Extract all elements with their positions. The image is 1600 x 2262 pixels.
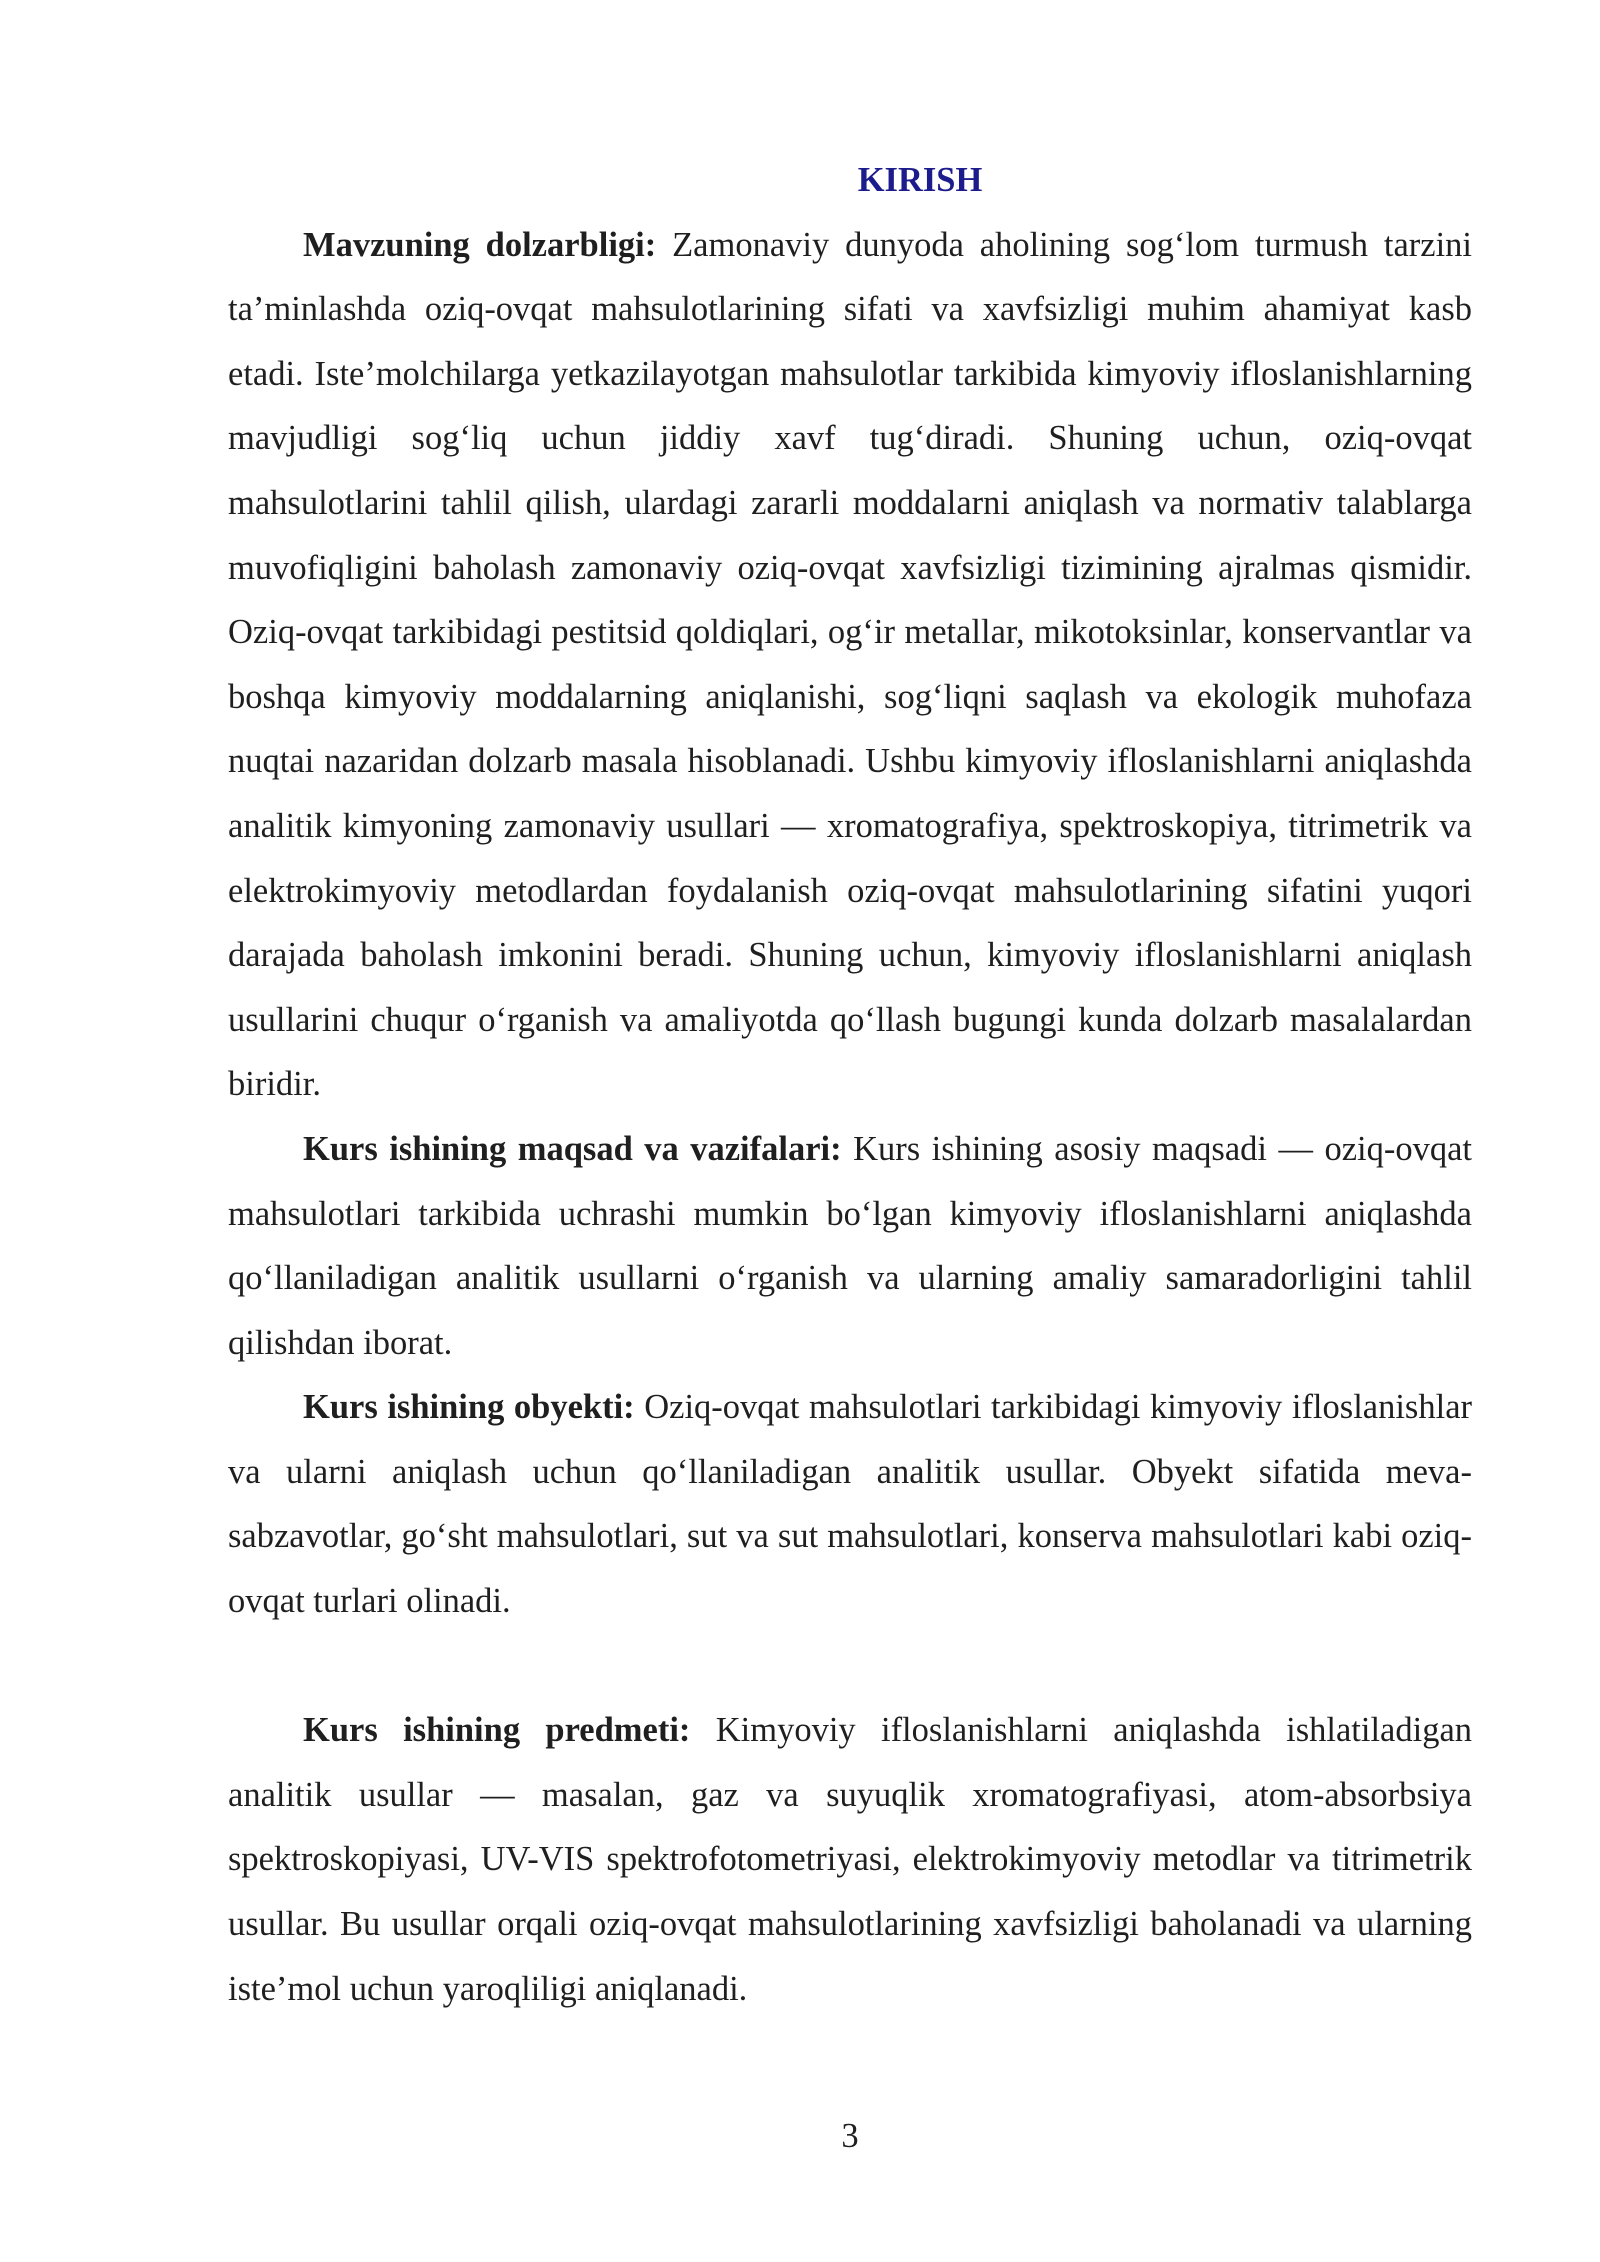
paragraph-spacer (228, 1634, 1472, 1699)
paragraph-label: Kurs ishining obyekti: (303, 1388, 635, 1427)
page-number: 3 (841, 2117, 859, 2155)
paragraph-text: Kimyoviy ifloslanishlarni aniqlashda ishlatiladigan analitik usullar — masalan, gaz va suyuqlik xromatografiyasi, atom-absorbsiya spektroskopiyasi, UV-VIS spektrofotometriyasi, elektrokimyoviy metodlar va titrimetrik usullar. Bu usullar orqali oziq-ovqat mahsulotlarining xavfsizligi baholanadi va ularning iste’mol uchun yaroqliligi aniqlanadi. (228, 1711, 1473, 2008)
paragraph-text: Kurs ishining asosiy maqsadi — oziq-ovqat mahsulotlari tarkibida uchrashi mumkin bo‘lgan kimyoviy ifloslanishlarni aniqlashda qo‘llaniladigan analitik usullarni o‘rganish va ularning amaliy samaradorligini tahlil qilishdan iborat. (228, 1129, 1472, 1362)
paragraph-goals (228, 1117, 1472, 1375)
paragraph-object (228, 1375, 1472, 1633)
paragraph-text: Oziq-ovqat mahsulotlari tarkibidagi kimyoviy ifloslanishlar va ularni aniqlash uchun qo‘llaniladigan analitik usullar. Obyekt sifatida meva-sabzavotlar, go‘sht mahsulotlari, sut va sut mahsulotlari, konserva mahsulotlari kabi oziq-ovqat turlari olinadi. (228, 1388, 1472, 1621)
paragraph-subject (228, 1698, 1472, 2021)
page-content (228, 148, 1472, 2021)
paragraph-label: Kurs ishining predmeti: (303, 1711, 691, 1750)
paragraph-relevance (228, 213, 1472, 1117)
paragraph-label: Kurs ishining maqsad va vazifalari: (303, 1129, 842, 1168)
page-heading: KIRISH (857, 161, 983, 199)
paragraph-text: Zamonaviy dunyoda aholining sog‘lom turmush tarzini ta’minlashda oziq-ovqat mahsulotlarining sifati va xavfsizligi muhim ahamiyat kasb etadi. Iste’molchilarga yetkazilayotgan mahsulotlar tarkibida kimyoviy ifloslanishlarning mavjudligi sog‘liq uchun jiddiy xavf tug‘diradi. Shuning uchun, oziq-ovqat mahsulotlarini tahlil qilish, ulardagi zararli moddalarni aniqlash va normativ talablarga muvofiqligini baholash zamonaviy oziq-ovqat xavfsizligi tizimining ajralmas qismidir. Oziq-ovqat tarkibidagi pestitsid qoldiqlari, og‘ir metallar, mikotoksinlar, konservantlar va boshqa kimyoviy moddalarning aniqlanishi, sog‘liqni saqlash va ekologik muhofaza nuqtai nazaridan dolzarb masala hisoblanadi. Ushbu kimyoviy ifloslanishlarni aniqlashda analitik kimyoning zamonaviy usullari — xromatografiya, spektroskopiya, titrimetrik va elektrokimyoviy metodlardan foydalanish oziq-ovqat mahsulotlarining sifatini yuqori darajada baholash imkonini beradi. Shuning uchun, kimyoviy ifloslanishlarni aniqlash usullarini chuqur o‘rganish va amaliyotda qo‘llash bugungi kunda dolzarb masalalardan biridir. (228, 225, 1473, 1104)
paragraph-label: Mavzuning dolzarbligi: (303, 225, 657, 264)
